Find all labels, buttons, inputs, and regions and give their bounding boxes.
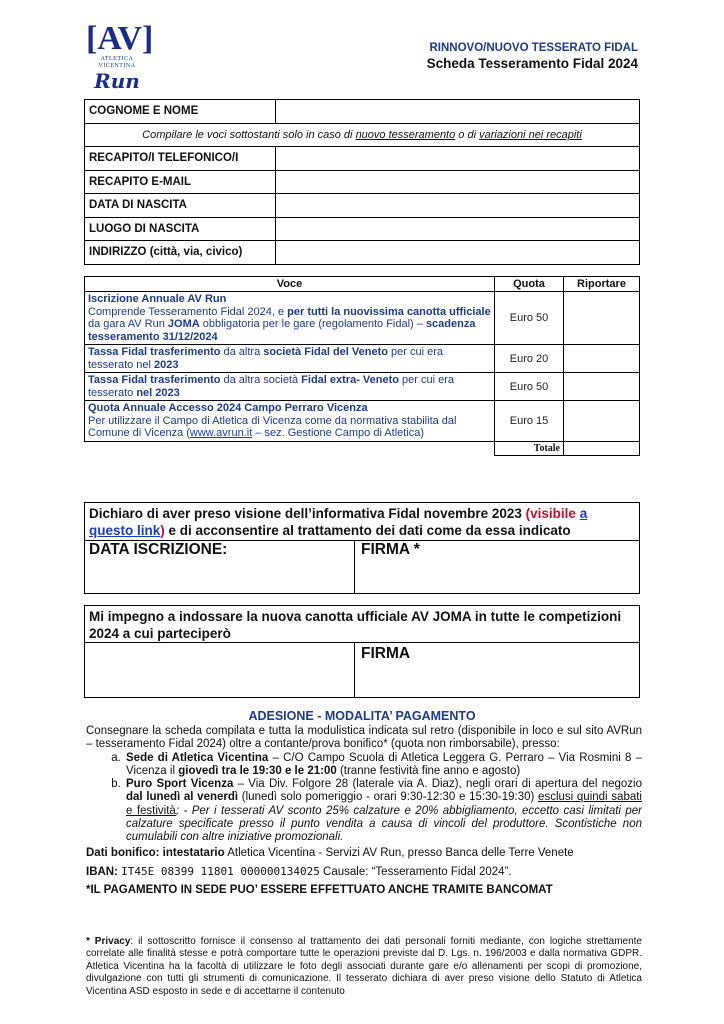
field-input-cognome[interactable]: [276, 100, 640, 124]
firma-label: FIRMA *: [361, 541, 420, 558]
personal-data-table: [84, 99, 640, 265]
table-row: [85, 241, 640, 265]
table-row: [85, 373, 640, 401]
iban-label: IBAN:: [86, 865, 122, 878]
fee-quota: Euro 50: [495, 292, 564, 345]
field-input-telefono[interactable]: [276, 147, 640, 171]
fee-text-bold: Tassa Fidal trasferimento: [88, 374, 221, 386]
table-row: [85, 100, 640, 124]
location-text: (tranne festività fine anno e agosto): [336, 764, 521, 777]
signature-row-2: [84, 642, 640, 698]
privacy-text: : il sottoscritto fornisce il consenso al trattamento dei dati personali forniti mediante, con logiche strettamente correlate alle finalità stesse e potrà comportare tutte le operazioni previste dal D. Lgs. n. 196/2003 e dalla normativa GDPR. Atletica Vicentina ha la facoltà di utilizzare le foto degli associati durante gare e/o allenamenti per scopi di promozione, divulgazione con tutti gli strumenti di comunicazione. Il tesserato dichiara di aver preso visione dello Statuto di Atletica Vicentina ASD esposto in sede e di accettarne il contenuto: [86, 936, 642, 997]
fee-text-bold: 2023: [154, 358, 179, 371]
field-label-luogo-nascita: LUOGO DI NASCITA: [85, 217, 276, 241]
table-row: [85, 217, 640, 241]
totale-label: Totale: [495, 441, 564, 455]
table-row: [85, 441, 640, 455]
fee-text: per cui era tesserato nel: [88, 346, 444, 371]
location-hours: dal lunedì al venerdì: [126, 791, 239, 804]
bonifico-line: [86, 847, 642, 860]
privacy-label: * Privacy: [86, 936, 131, 947]
note-underlined-2: variazioni nei recapiti: [479, 128, 582, 141]
canotta-text: Mi impegno a indossare la nuova canotta ufficiale AV JOMA in tutte le competizioni 2024 a cui parteciperò: [89, 609, 622, 641]
fee-text-bold: Fidal extra- Veneto: [301, 374, 399, 386]
location-name: Sede di Atletica Vicentina: [126, 751, 269, 764]
fee-text: da gara AV Run: [88, 318, 168, 330]
empty-cell: [85, 441, 495, 455]
location-hours: giovedì tra le 19:30 e le 21:00: [178, 764, 337, 777]
fee-riportare-input[interactable]: [564, 292, 640, 345]
col-header-voce: Voce: [85, 277, 495, 292]
payment-intro: Consegnare la scheda compilata e tutta la modulistica indicata sul retro (disponibile in loco e sul sito AVRun – tesseramento Fidal 2024) oltre a contante/prova bonifico* (quota non rimborsabile), presso:: [86, 725, 642, 751]
fee-text: da altra società: [220, 374, 302, 386]
firma-field-1[interactable]: [355, 541, 639, 593]
col-header-quota: Quota: [495, 277, 564, 292]
logo-av: [AV]: [86, 20, 154, 57]
payment-section-title: ADESIONE - MODALITA’ PAGAMENTO: [248, 709, 476, 723]
firma-label: FIRMA: [361, 645, 411, 662]
field-label-indirizzo: INDIRIZZO (città, via, civico): [85, 241, 276, 265]
fee-text-bold: per tutti la nuovissima canotta ufficiale: [287, 305, 491, 318]
note-text: o di: [455, 128, 480, 141]
table-row: [85, 123, 640, 147]
logo-run: Run: [94, 69, 140, 93]
note-underlined-1: nuovo tesseramento: [355, 128, 456, 141]
bancomat-note: *IL PAGAMENTO IN SEDE PUO’ ESSERE EFFETTUATO ANCHE TRAMITE BANCOMAT: [86, 884, 553, 897]
firma-field-2[interactable]: [355, 643, 639, 697]
table-row: [85, 194, 640, 218]
fee-campo-perraro: [85, 401, 495, 442]
privacy-consent-box: [84, 502, 640, 540]
fee-quota: Euro 20: [495, 345, 564, 373]
discount-note: ; - Per i tesserati AV sconto 25% calzature e 20% abbigliamento, eccetto casi limitati per calzature specificate presso il punto vendita a causa di vincoli del produttore. Scontistiche non cumulabili con altre iniziative promozionali.: [126, 804, 643, 844]
location-text: – C/O Campo Scuola di Atletica Leggera G. Perraro – Via Rosmini 8 – Vicenza il: [126, 751, 642, 777]
fee-trasferimento-extra-veneto: [85, 373, 495, 401]
causale-text: Causale: “Tesseramento Fidal 2024”.: [319, 865, 512, 878]
avrun-link[interactable]: www.avrun.it: [189, 427, 253, 439]
col-header-riportare: Riportare: [564, 277, 640, 292]
fee-text: obbligatoria per le gare (regolamento Fidal) –: [199, 318, 426, 330]
totale-input[interactable]: [564, 441, 640, 455]
field-input-luogo-nascita[interactable]: [276, 217, 640, 241]
field-label-email: RECAPITO E-MAIL: [85, 170, 276, 194]
field-label-telefono: RECAPITO/I TELEFONICO/I: [85, 147, 276, 171]
location-name: Puro Sport Vicenza: [126, 778, 234, 791]
page-title: Scheda Tesseramento Fidal 2024: [426, 56, 638, 71]
list-item: [124, 778, 642, 844]
av-run-logo: [86, 20, 154, 94]
field-label-data-nascita: DATA DI NASCITA: [85, 194, 276, 218]
fee-text: Per utilizzare il Campo di Atletica di Vicenza come da normativa stabilita dal Comune di Vicenza (: [88, 414, 457, 439]
data-iscrizione-field[interactable]: [85, 541, 355, 593]
header-subtitle: RINNOVO/NUOVO TESSERATO FIDAL: [429, 42, 638, 54]
canotta-box: [84, 605, 640, 643]
payment-body: [86, 725, 642, 898]
table-row: [85, 292, 640, 345]
bonifico-text: Atletica Vicentina - Servizi AV Run, presso Banca delle Terre Venete: [224, 846, 574, 859]
fees-table: [84, 276, 640, 456]
location-text: (lunedì solo pomeriggio - orari 9:30-12:30 e 15:30-19:30): [238, 791, 539, 804]
table-row: [85, 147, 640, 171]
consent-red-text: ): [160, 523, 165, 538]
fee-title: Quota Annuale Accesso 2024 Campo Perraro Vicenza: [88, 402, 368, 414]
list-item: [124, 752, 642, 779]
bonifico-label: Dati bonifico: intestatario: [86, 846, 225, 859]
fee-text-bold: JOMA: [167, 318, 200, 330]
data-iscrizione-label: DATA ISCRIZIONE:: [89, 541, 228, 558]
location-text: – Via Div. Folgore 28 (laterale via A. Diaz), negli orari di apertura del negozio: [233, 778, 642, 791]
table-header-row: [85, 277, 640, 292]
fee-text-bold: Tassa Fidal trasferimento: [88, 346, 221, 358]
privacy-footnote: [86, 936, 642, 998]
table-row: [85, 170, 640, 194]
consent-text: e di acconsentire al trattamento dei dati come da essa indicato: [164, 523, 571, 538]
location-exclusion: esclusi quindi sabati e festività: [126, 791, 642, 817]
fee-iscrizione: [85, 292, 495, 345]
fee-text-bold: scadenza tesseramento 31/12/2024: [88, 318, 476, 343]
fee-text: per cui era tesserato: [88, 374, 455, 399]
logo-vicentina: VICENTINA: [98, 63, 136, 69]
fee-title: Iscrizione Annuale AV Run: [88, 293, 227, 305]
fee-text-bold: nel 2023: [136, 386, 180, 399]
field-input-email[interactable]: [276, 170, 640, 194]
note-text: Compilare le voci sottostanti solo in caso di: [142, 128, 356, 141]
fee-text-bold: società Fidal del Veneto: [263, 346, 388, 358]
fee-quota: Euro 50: [495, 373, 564, 401]
form-note: [85, 123, 640, 147]
fee-quota: Euro 15: [495, 401, 564, 442]
empty-field[interactable]: [85, 643, 355, 697]
fee-riportare-input[interactable]: [564, 401, 640, 442]
payment-locations-list: [86, 752, 642, 845]
fee-riportare-input[interactable]: [564, 345, 640, 373]
field-input-indirizzo[interactable]: [276, 241, 640, 265]
logo-atletica: ATLETICA: [100, 56, 134, 62]
field-input-data-nascita[interactable]: [276, 194, 640, 218]
table-row: [85, 401, 640, 442]
fee-text: – sez. Gestione Campo di Atletica): [252, 427, 425, 439]
consent-red-text: (visibile: [525, 506, 580, 521]
fee-text: Comprende Tesseramento Fidal 2024, e: [88, 305, 288, 318]
field-label-cognome: COGNOME E NOME: [85, 100, 276, 124]
privacy-consent-text: [85, 503, 639, 541]
consent-text: Dichiaro di aver preso visione dell’informativa Fidal novembre 2023: [89, 506, 526, 521]
iban-value: IT45E 08399 11801 000000134025: [121, 864, 320, 878]
fee-riportare-input[interactable]: [564, 373, 640, 401]
fee-trasferimento-veneto: [85, 345, 495, 373]
signature-row-1: [84, 540, 640, 594]
table-row: [85, 345, 640, 373]
iban-line: [86, 865, 642, 879]
fidal-info-link[interactable]: a questo link: [89, 506, 588, 538]
fee-text: da altra: [220, 346, 264, 358]
